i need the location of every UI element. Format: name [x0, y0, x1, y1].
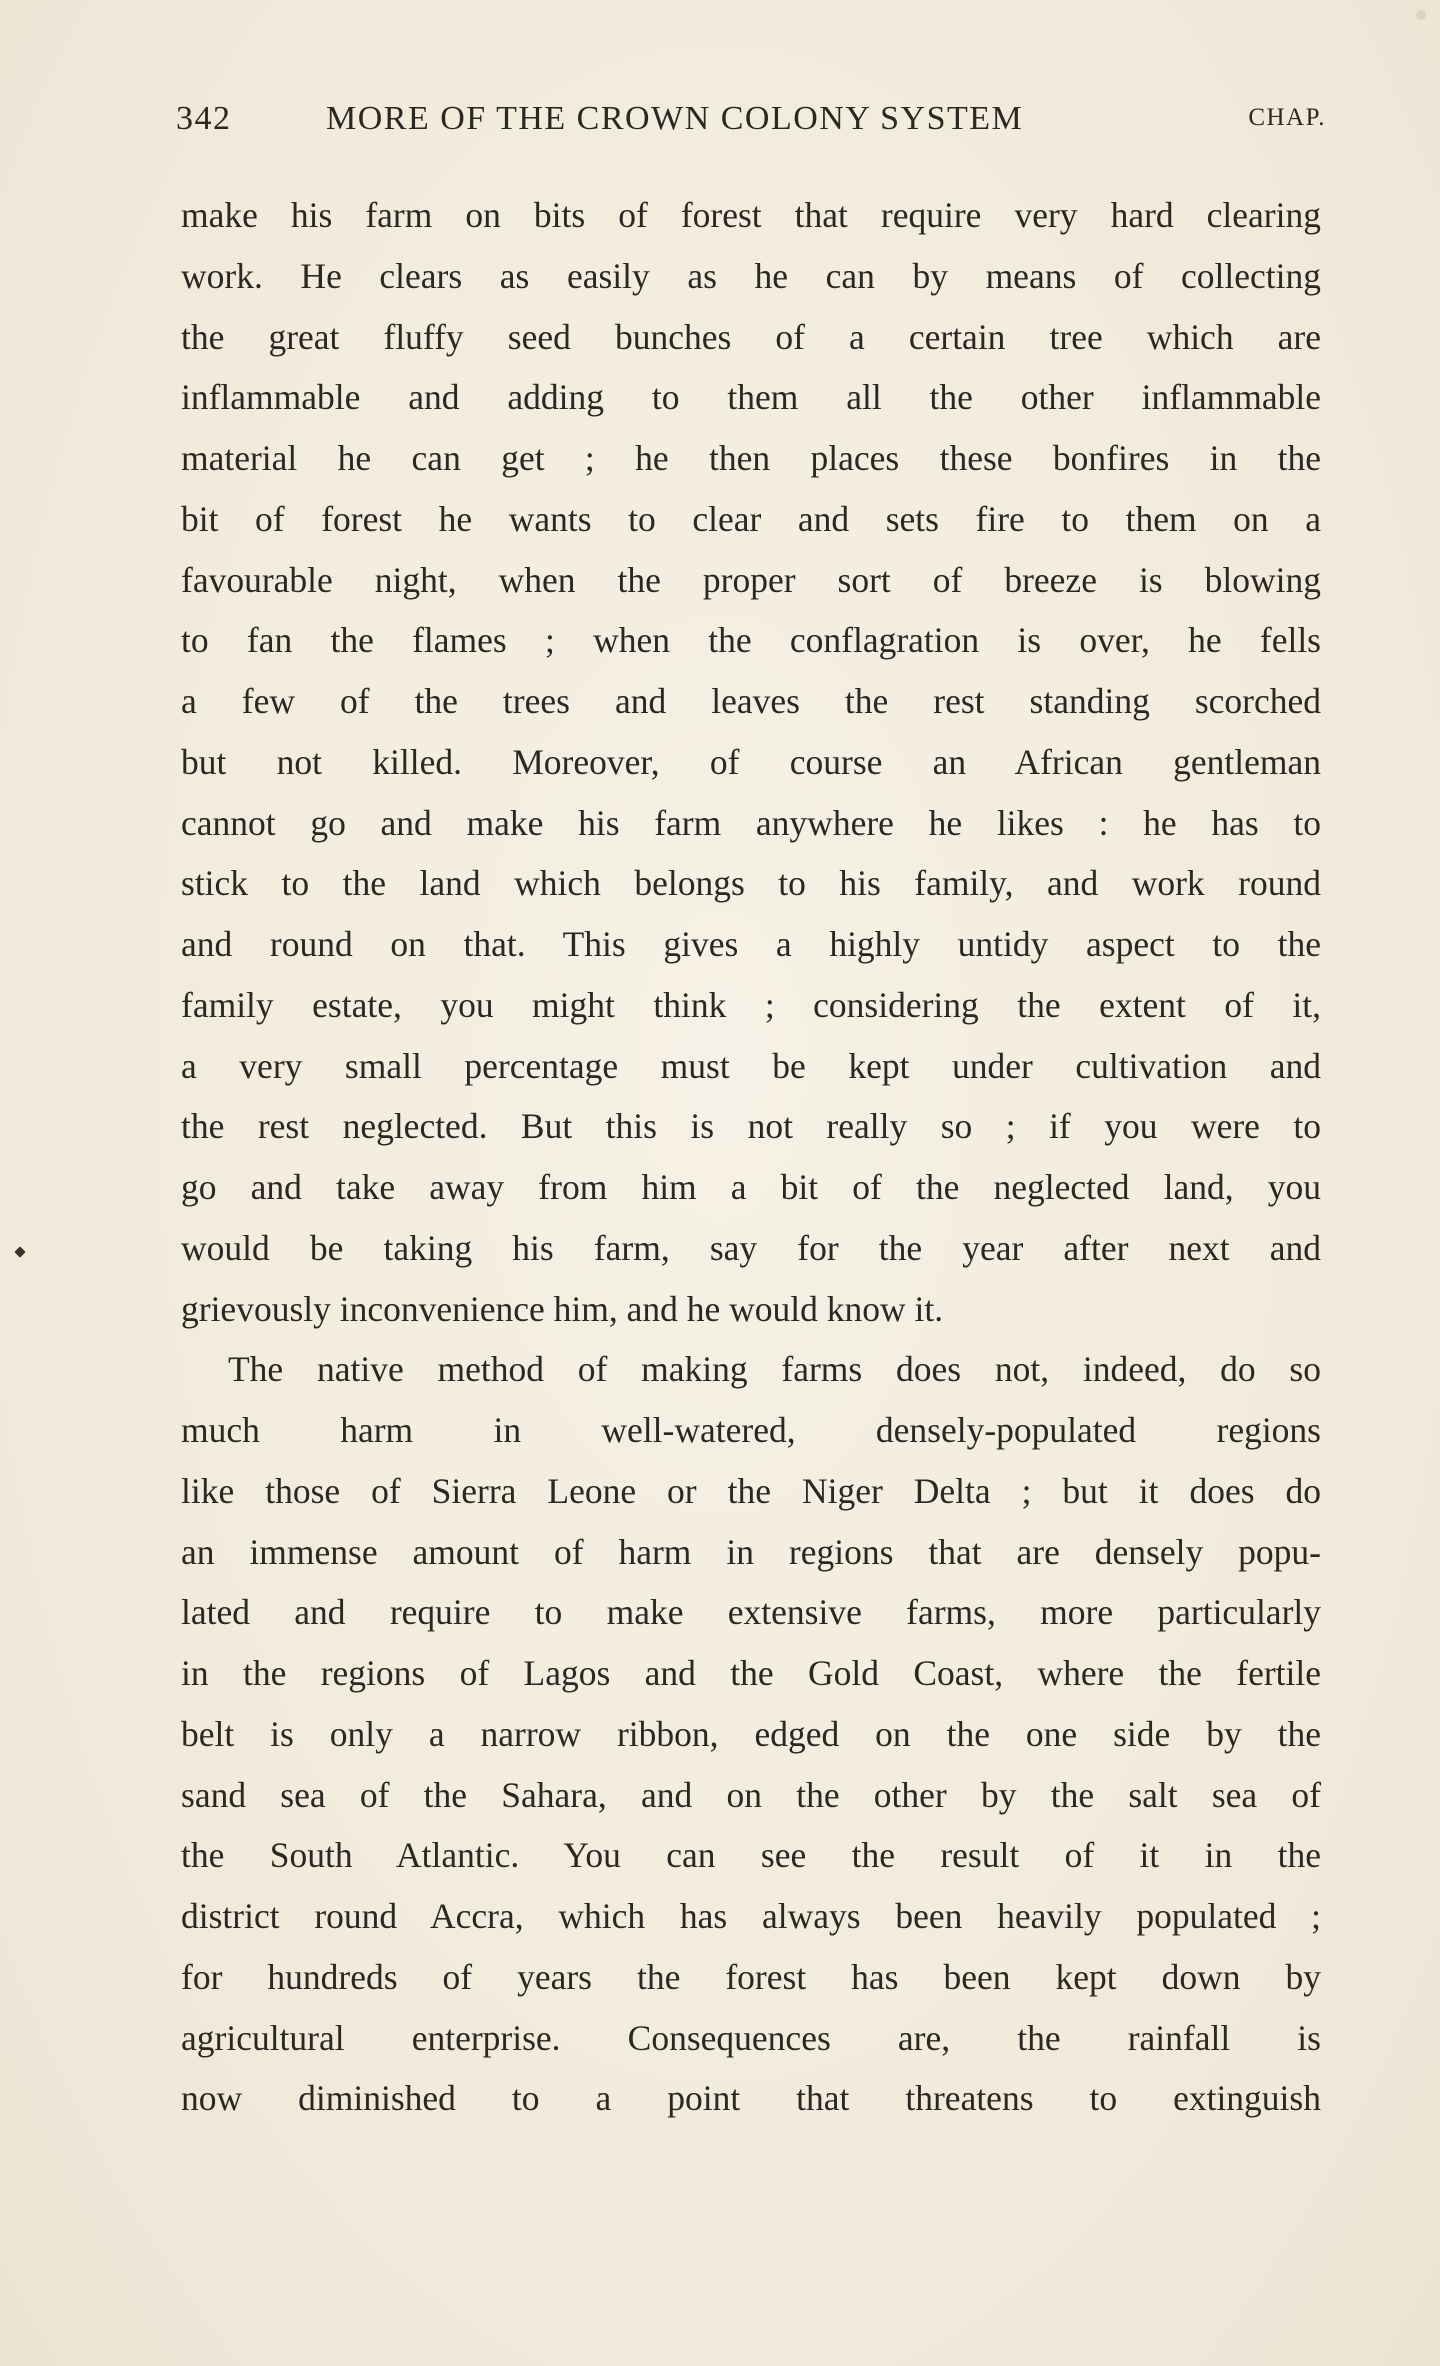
- text-line: cannot go and make his farm anywhere he likes : he has to: [181, 802, 1321, 843]
- running-head: [176, 100, 1326, 150]
- margin-mark: [14, 1246, 25, 1257]
- text-line: a few of the trees and leaves the rest standing scorched: [181, 681, 1321, 721]
- running-title: MORE OF THE CROWN COLONY SYSTEM: [326, 100, 1024, 137]
- text-line: work. He clears as easily as he can by means of collecting: [181, 255, 1321, 296]
- text-line: now diminished to a point that threatens to extinguish: [181, 2078, 1321, 2119]
- text-line: the South Atlantic. You can see the result of it in the: [181, 1835, 1321, 1876]
- text-line: bit of forest he wants to clear and sets fire to them on a: [181, 498, 1321, 539]
- chapter-label: CHAP.: [1248, 104, 1326, 131]
- text-line: favourable night, when the proper sort of breeze is blowing: [181, 559, 1321, 600]
- text-line: lated and require to make extensive farms, more particularly: [181, 1592, 1321, 1633]
- text-line: inflammable and adding to them all the other inflammable: [181, 377, 1321, 418]
- paper-speck: [1416, 10, 1426, 20]
- paragraph-last-line: grievously inconvenience him, and he would know it.: [181, 1288, 944, 1329]
- text-line: family estate, you might think ; considering the extent of it,: [181, 984, 1321, 1025]
- body-text: [181, 185, 1321, 2129]
- text-line: go and take away from him a bit of the neglected land, you: [181, 1167, 1321, 1207]
- text-line: material he can get ; he then places these bonfires in the: [181, 438, 1321, 478]
- text-line: district round Accra, which has always been heavily populated ;: [181, 1896, 1321, 1936]
- text-line: the rest neglected. But this is not really so ; if you were to: [181, 1106, 1321, 1147]
- text-line: but not killed. Moreover, of course an African gentleman: [181, 741, 1321, 782]
- paragraph-first-line: The native method of making farms does not, indeed, do so: [228, 1349, 1321, 1390]
- page-number: 342: [176, 100, 232, 137]
- text-line: to fan the flames ; when the conflagration is over, he fells: [181, 620, 1321, 661]
- text-line: sand sea of the Sahara, and on the other by the salt sea of: [181, 1774, 1321, 1815]
- text-line: and round on that. This gives a highly untidy aspect to the: [181, 924, 1321, 964]
- text-line: for hundreds of years the forest has been kept down by: [181, 1956, 1321, 1997]
- text-line: like those of Sierra Leone or the Niger Delta ; but it does do: [181, 1470, 1321, 1511]
- text-line: make his farm on bits of forest that require very hard clearing: [181, 195, 1321, 235]
- text-line: agricultural enterprise. Consequences are, the rainfall is: [181, 2017, 1321, 2058]
- text-line: belt is only a narrow ribbon, edged on the one side by the: [181, 1713, 1321, 1754]
- text-line: the great fluffy seed bunches of a certain tree which are: [181, 316, 1321, 357]
- text-line: a very small percentage must be kept under cultivation and: [181, 1045, 1321, 1086]
- text-line: an immense amount of harm in regions that are densely popu-: [181, 1531, 1321, 1572]
- text-line: would be taking his farm, say for the year after next and: [181, 1227, 1321, 1268]
- text-line: stick to the land which belongs to his family, and work round: [181, 863, 1321, 904]
- text-line: much harm in well-watered, densely-populated regions: [181, 1410, 1321, 1450]
- text-line: in the regions of Lagos and the Gold Coast, where the fertile: [181, 1653, 1321, 1693]
